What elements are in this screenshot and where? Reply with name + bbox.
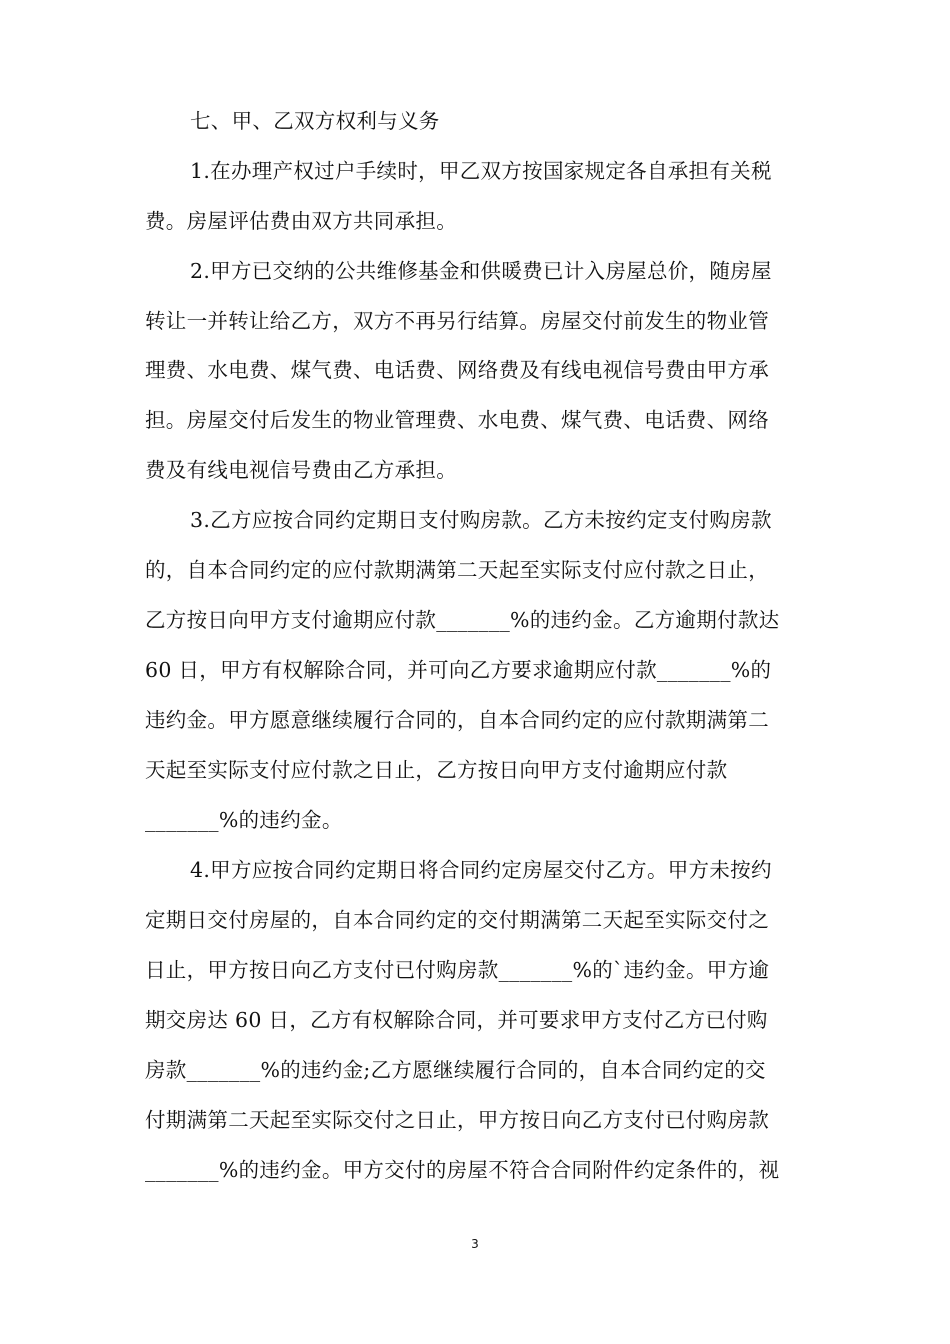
paragraph-4-line-7: _______%的违约金。甲方交付的房屋不符合合同附件约定条件的，视 bbox=[145, 1158, 780, 1182]
paragraph-2-line-2: 转让一并转让给乙方，双方不再另行结算。房屋交付前发生的物业管 bbox=[145, 309, 769, 333]
paragraph-1-line-2: 费。房屋评估费由双方共同承担。 bbox=[145, 209, 457, 233]
paragraph-4-line-3: 日止，甲方按日向乙方支付已付购房款_______%的`违约金。甲方逾 bbox=[145, 958, 770, 982]
paragraph-2-line-1: 2.甲方已交纳的公共维修基金和供暖费已计入房屋总价，随房屋 bbox=[190, 259, 772, 283]
page-number: 3 bbox=[471, 1237, 479, 1251]
paragraph-2-line-3: 理费、水电费、煤气费、电话费、网络费及有线电视信号费由甲方承 bbox=[145, 358, 769, 382]
paragraph-4-line-6: 付期满第二天起至实际交付之日止，甲方按日向乙方支付已付购房款 bbox=[145, 1108, 769, 1132]
paragraph-3-line-5: 违约金。甲方愿意继续履行合同的，自本合同约定的应付款期满第二 bbox=[145, 708, 769, 732]
paragraph-4-line-5: 房款_______%的违约金;乙方愿继续履行合同的，自本合同约定的交 bbox=[145, 1058, 766, 1082]
paragraph-4-line-2: 定期日交付房屋的，自本合同约定的交付期满第二天起至实际交付之 bbox=[145, 908, 769, 932]
paragraph-4-line-1: 4.甲方应按合同约定期日将合同约定房屋交付乙方。甲方未按约 bbox=[190, 858, 772, 882]
paragraph-3-line-7: _______%的违约金。 bbox=[145, 808, 343, 832]
paragraph-4-line-4: 期交房达 60 日，乙方有权解除合同，并可要求甲方支付乙方已付购 bbox=[145, 1008, 768, 1032]
paragraph-3-line-2: 的，自本合同约定的应付款期满第二天起至实际支付应付款之日止， bbox=[145, 558, 769, 582]
paragraph-3-line-4: 60 日，甲方有权解除合同，并可向乙方要求逾期应付款_______%的 bbox=[145, 658, 772, 682]
section-heading: 七、甲、乙双方权利与义务 bbox=[190, 109, 440, 133]
paragraph-3-line-3: 乙方按日向甲方支付逾期应付款_______%的违约金。乙方逾期付款达 bbox=[145, 608, 780, 632]
paragraph-2-line-5: 费及有线电视信号费由乙方承担。 bbox=[145, 458, 457, 482]
paragraph-3-line-1: 3.乙方应按合同约定期日支付购房款。乙方未按约定支付购房款 bbox=[190, 508, 772, 532]
paragraph-1-line-1: 1.在办理产权过户手续时，甲乙双方按国家规定各自承担有关税 bbox=[190, 159, 772, 183]
paragraph-2-line-4: 担。房屋交付后发生的物业管理费、水电费、煤气费、电话费、网络 bbox=[145, 408, 769, 432]
paragraph-3-line-6: 天起至实际支付应付款之日止，乙方按日向甲方支付逾期应付款 bbox=[145, 758, 728, 782]
